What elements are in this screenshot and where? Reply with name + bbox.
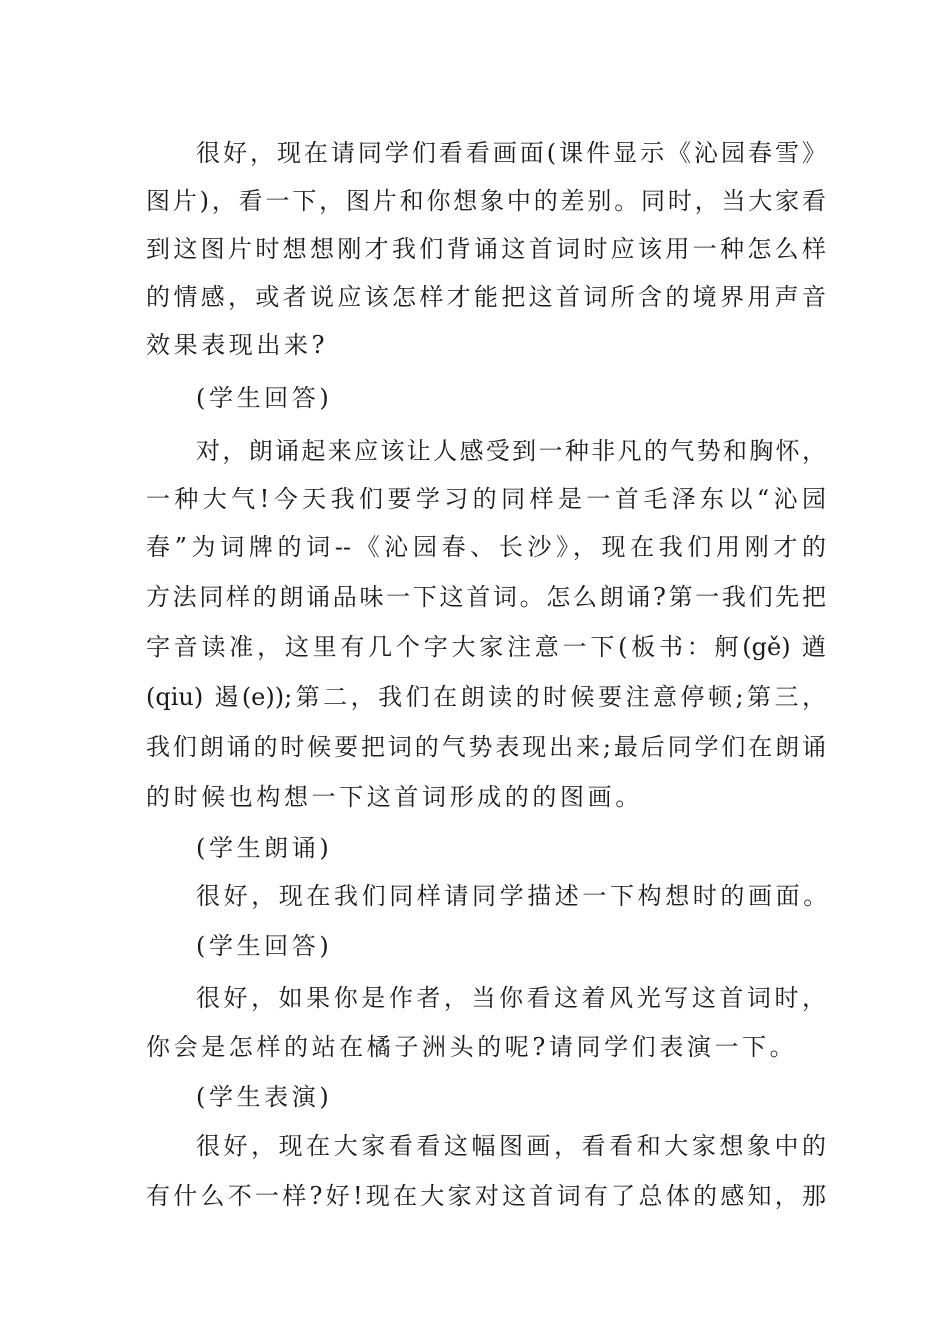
text-line: 很好，现在请同学们看看画面(课件显示《沁园春雪》 xyxy=(196,139,826,167)
text-line: 你会是怎样的站在橘子洲头的呢?请同学们表演一下。 xyxy=(146,1033,798,1061)
text-line: 效果表现出来? xyxy=(146,331,329,359)
text-line: 春”为词牌的词--《沁园春、长沙》，现在我们用刚才的 xyxy=(146,533,826,561)
text-line: (学生回答) xyxy=(196,384,333,412)
text-line: 的时候也构想一下这首词形成的的图画。 xyxy=(146,783,643,811)
text-line: 到这图片时想想刚才我们背诵这首词时应该用一种怎么样 xyxy=(146,235,826,263)
text-line: 我们朗诵的时候要把词的气势表现出来;最后同学们在朗诵 xyxy=(146,733,826,761)
text-line: (学生朗诵) xyxy=(196,834,333,862)
text-line: 很好，现在我们同样请同学描述一下构想时的画面。 xyxy=(196,882,831,910)
text-line: 方法同样的朗诵品味一下这首词。怎么朗诵?第一我们先把 xyxy=(146,583,826,611)
text-line: 的情感，或者说应该怎样才能把这首词所含的境界用声音 xyxy=(146,283,826,311)
text-line: (学生表演) xyxy=(196,1083,333,1111)
text-line: 很好，现在大家看看这幅图画，看看和大家想象中的 xyxy=(196,1132,826,1160)
text-line: 一种大气!今天我们要学习的同样是一首毛泽东以“沁园 xyxy=(146,485,826,513)
text-line: 字音读准，这里有几个字大家注意一下(板书：舸(gě) 遒 xyxy=(146,633,826,661)
text-line: (qiu) 遏(e));第二，我们在朗读的时候要注意停顿;第三， xyxy=(146,683,826,711)
text-line: 有什么不一样?好!现在大家对这首词有了总体的感知，那 xyxy=(146,1182,826,1210)
text-line: 图片)，看一下，图片和你想象中的差别。同时，当大家看 xyxy=(146,187,826,215)
text-line: (学生回答) xyxy=(196,932,333,960)
text-line: 对，朗诵起来应该让人感受到一种非凡的气势和胸怀， xyxy=(196,437,826,465)
text-line: 很好，如果你是作者，当你看这着风光写这首词时， xyxy=(196,984,826,1012)
